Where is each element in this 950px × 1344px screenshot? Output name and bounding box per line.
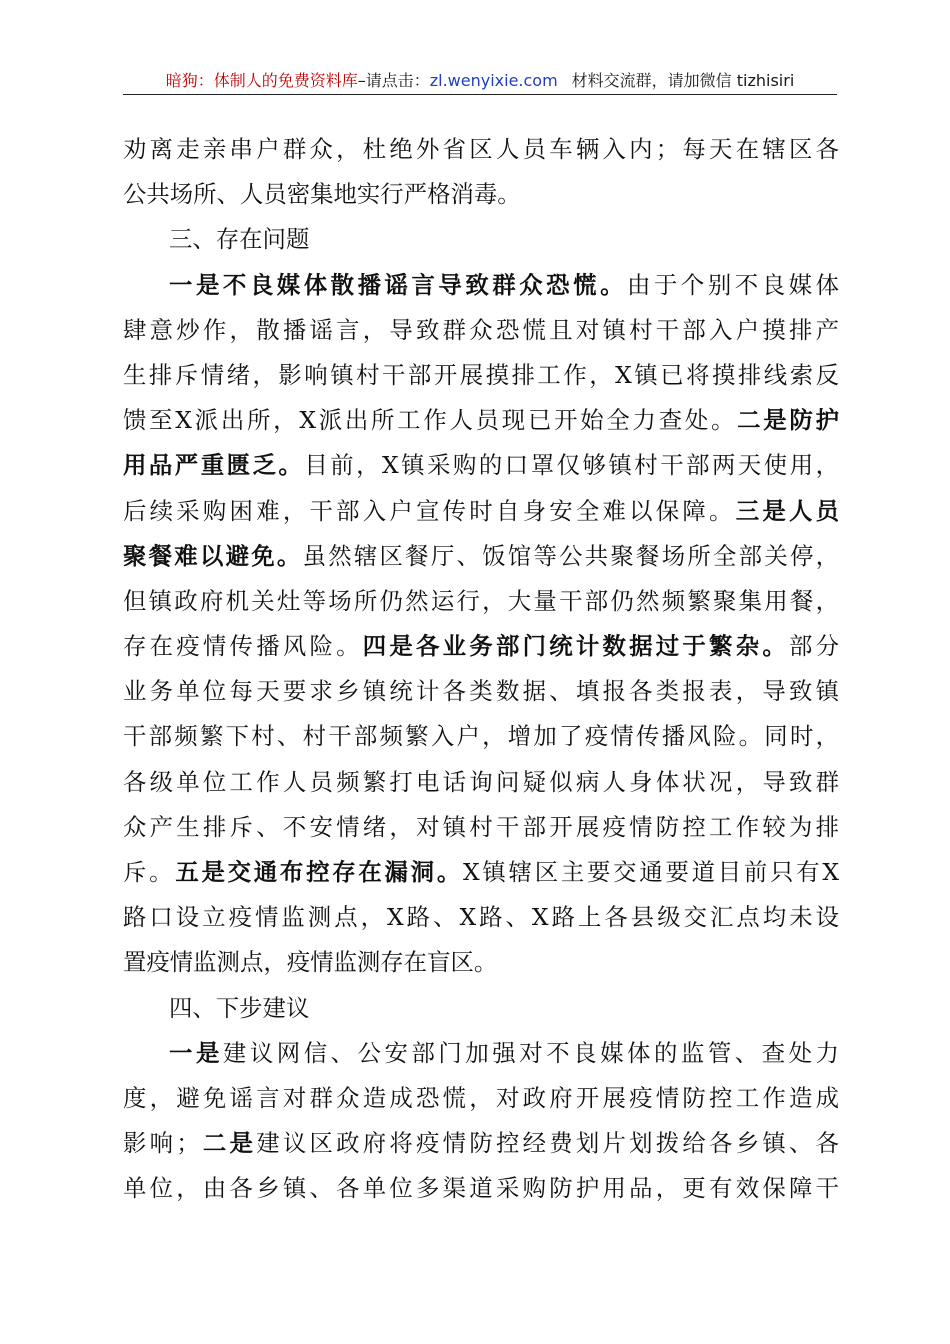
section-heading-problems: 三、存在问题: [169, 225, 310, 254]
text-line: [123, 263, 839, 308]
text-fragment: 存在疫情传播风险。: [123, 632, 363, 661]
text-fragment: 建议区政府将疫情防控经费划片划拨给各乡镇、各: [256, 1129, 840, 1158]
header-link[interactable]: zl.wenyixie.com: [429, 71, 558, 90]
text-line: 众产生排斥、不安情绪，对镇村干部开展疫情防控工作较为排: [123, 812, 839, 841]
text-line: 公共场所、人员密集地实行严格消毒。: [123, 180, 521, 209]
text-line: 度，避免谣言对群众造成恐慌，对政府开展疫情防控工作造成: [123, 1083, 839, 1112]
page-header: [123, 70, 837, 92]
text-line: 但镇政府机关灶等场所仍然运行，大量干部仍然频繁聚集用餐，: [123, 586, 839, 615]
bold-phrase: 聚餐难以避免。: [123, 541, 303, 570]
text-line: 单位，由各乡镇、各单位多渠道采购防护用品，更有效保障干: [123, 1174, 839, 1203]
section-heading-suggestions: 四、下步建议: [169, 993, 310, 1022]
text-line: [123, 1031, 839, 1076]
bold-phrase: 二是防护: [737, 406, 839, 435]
text-fragment: 影响；: [123, 1129, 200, 1158]
text-line: [123, 398, 839, 443]
text-fragment: 建议网信、公安部门加强对不良媒体的监管、查处力: [222, 1038, 840, 1067]
bold-phrase: 用品严重匮乏。: [123, 451, 305, 480]
header-brand: 暗狗：体制人的免费资料库: [165, 71, 358, 90]
document-body: [123, 127, 839, 1212]
text-line: 业务单位每天要求乡镇统计各类数据、填报各类报表，导致镇: [123, 677, 839, 706]
text-fragment: 馈至X派出所，X派出所工作人员现已开始全力查处。: [123, 406, 738, 435]
text-fragment: 目前，X镇采购的口罩仅够镇村干部两天使用，: [304, 451, 839, 480]
text-fragment: 后续采购困难，干部入户宣传时自身安全难以保障。: [123, 496, 736, 525]
text-line: [123, 850, 839, 895]
text-fragment: X镇辖区主要交通要道目前只有X: [462, 858, 840, 886]
text-line: [123, 1121, 839, 1166]
text-line: [123, 534, 839, 579]
text-fragment: 斥。: [123, 858, 176, 886]
header-divider: [123, 94, 837, 95]
bold-phrase: 三是人员: [735, 496, 840, 525]
text-line: 各级单位工作人员频繁打电话询问疑似病人身体状况，导致群: [123, 767, 839, 796]
bold-phrase: 一是: [169, 1038, 223, 1067]
text-line: [123, 489, 839, 534]
bold-phrase: 一是不良媒体散播谣言导致群众恐慌。: [169, 270, 628, 299]
text-fragment: 由于个别不良媒体: [627, 270, 840, 299]
text-line: 置疫情监测点，疫情监测存在盲区。: [123, 948, 498, 977]
text-fragment: 部分: [788, 632, 840, 661]
text-line: 劝离走亲串户群众，杜绝外省区人员车辆入内；每天在辖区各: [123, 135, 839, 163]
text-line: [123, 443, 839, 488]
text-line: 干部频繁下村、村干部频繁入户，增加了疫情传播风险。同时，: [123, 722, 839, 751]
text-line: 生排斥情绪，影响镇村干部开展摸排工作，X镇已将摸排线索反: [123, 360, 839, 389]
text-line: 肆意炒作，散播谣言，导致群众恐慌且对镇村干部入户摸排产: [123, 315, 839, 344]
text-line: 路口设立疫情监测点，X路、X路、X路上各县级交汇点均未设: [123, 903, 839, 932]
text-fragment: 虽然辖区餐厅、饭馆等公共聚餐场所全部关停，: [302, 541, 840, 570]
bold-phrase: 二是: [199, 1129, 257, 1158]
header-group-note: 材料交流群，请加微信 tizhisiri: [571, 71, 795, 90]
header-prompt: –请点击：: [357, 71, 430, 90]
text-line: [123, 624, 839, 669]
bold-phrase: 五是交通布控存在漏洞。: [175, 858, 463, 886]
bold-phrase: 四是各业务部门统计数据过于繁杂。: [362, 632, 789, 661]
